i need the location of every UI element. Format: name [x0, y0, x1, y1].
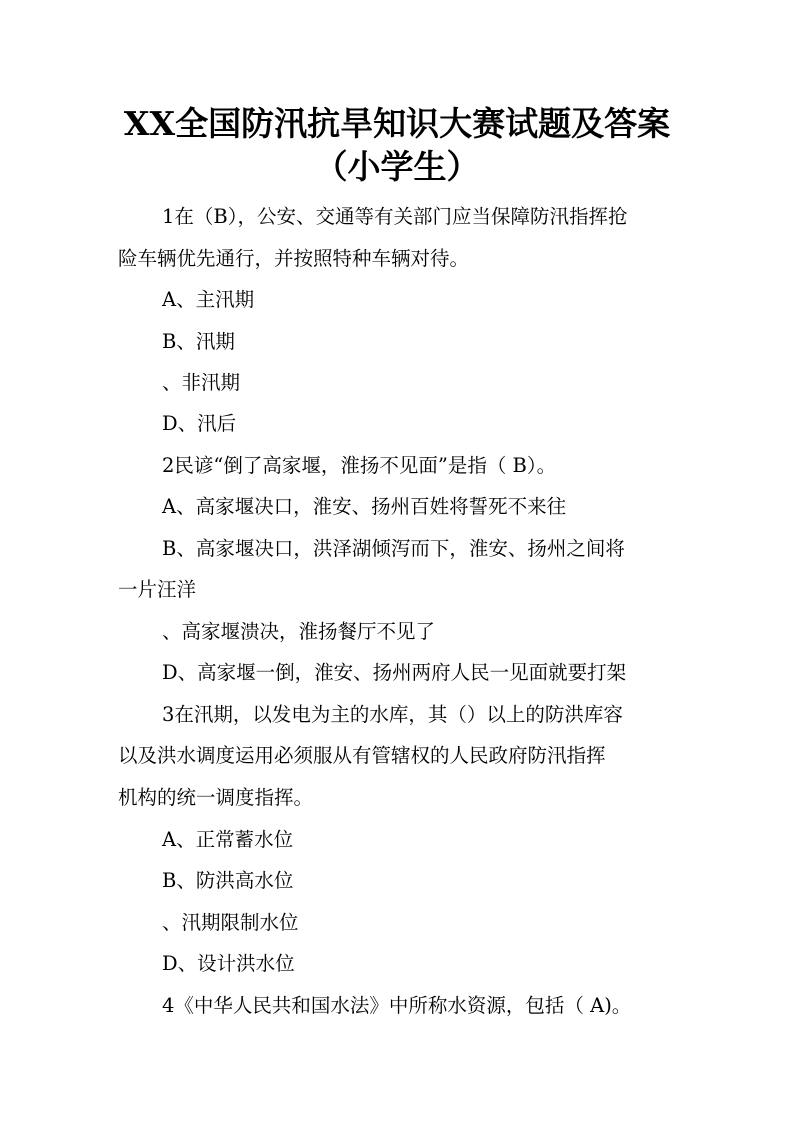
question-3-option-c: 、汛期限制水位 [162, 911, 299, 934]
question-2-option-c: 、高家堰溃决，淮扬餐厅不见了 [162, 620, 436, 643]
question-2-option-a: A、高家堰决口，淮安、扬州百姓将誓死不来往 [162, 495, 567, 518]
question-1-text-cont: 险车辆优先通行，并按照特种车辆对待。 [118, 247, 470, 270]
question-1-text: 1在（B），公安、交通等有关部门应当保障防汛指挥抢 [162, 205, 628, 228]
question-3-text-cont: 以及洪水调度运用必须服从有管辖权的人民政府防汛指挥 [118, 744, 606, 767]
document-subtitle: （小学生） [314, 147, 480, 186]
question-1-option-d: D、汛后 [162, 412, 237, 435]
question-2-option-b-cont: 一片汪洋 [118, 578, 197, 601]
document-title: XX全国防汛抗旱知识大赛试题及答案 [123, 104, 671, 143]
question-1-option-b: B、汛期 [162, 330, 235, 353]
question-2-text: 2民谚“倒了高家堰，淮扬不见面”是指（ B）。 [162, 454, 557, 477]
question-3-option-b: B、防洪高水位 [162, 869, 294, 892]
question-1-option-a: A、主汛期 [162, 288, 255, 311]
question-3-text-cont-2: 机构的统一调度指挥。 [118, 786, 314, 809]
question-3-option-a: A、正常蓄水位 [162, 828, 294, 851]
question-2-option-b: B、高家堰决口，洪泽湖倾泻而下，淮安、扬州之间将 [162, 537, 625, 560]
question-4-text: 4《中华人民共和国水法》中所称水资源，包括（ A)。 [162, 994, 632, 1017]
question-3-option-d: D、设计洪水位 [162, 952, 295, 975]
question-3-text: 3在汛期，以发电为主的水库，其（）以上的防洪库容 [162, 703, 623, 726]
question-1-option-c: 、非汛期 [162, 371, 241, 394]
question-2-option-d: D、高家堰一倒，淮安、扬州两府人民一见面就要打架 [162, 661, 627, 684]
